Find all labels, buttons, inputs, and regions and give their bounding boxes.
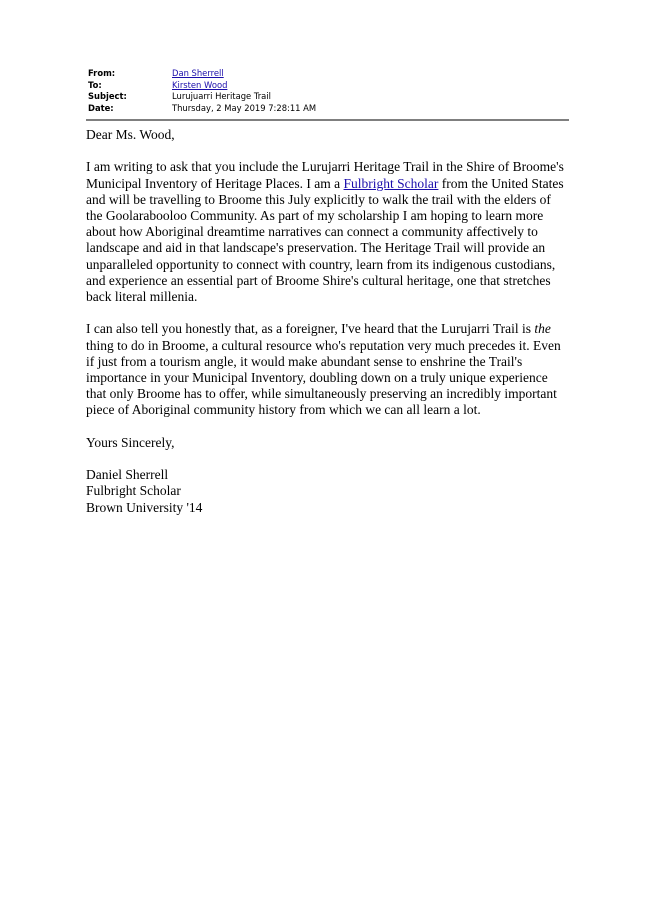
signature-title: Fulbright Scholar [86,483,181,499]
salutation: Dear Ms. Wood, [86,127,175,142]
paragraph-1 [86,159,566,305]
fulbright-scholar-link[interactable]: Fulbright Scholar [343,175,439,191]
from-link[interactable]: Dan Sherrell [172,68,224,78]
date-value: Thursday, 2 May 2019 7:28:11 AM [172,102,317,113]
paragraph-2 [86,321,566,418]
signature-affiliation: Brown University '14 [86,499,203,515]
paragraph-2-end: thing to do in Broome, a cultural resource who's reputation very much precedes it. Even if just from a tourism angle, it would make abundant sense to enshrine the Trail's importance in your Municipal Inventory, doubling down on a truly unique experience that only Broome has to offer, while simultaneously preserving an incredibly important piece of Aboriginal community history from which we can all learn a lot. [86,337,561,418]
email-header [88,68,568,114]
date-label: Date: [88,102,114,113]
to-row [88,80,568,92]
paragraph-1-start: I am writing to ask that you include the Lurujarri Heritage Trail in the Shire of Broome's Municipal Inventory of Heritage Places. I am a [86,159,564,191]
from-label: From: [88,68,116,78]
signature-block [86,467,566,516]
to-label: To: [88,79,102,90]
emphasis-the: the [534,321,551,337]
from-row [88,68,568,80]
letter-body [86,127,566,532]
subject-row [88,91,568,103]
subject-label: Subject: [88,91,127,101]
to-link[interactable]: Kirsten Wood [172,79,228,90]
paragraph-1-end: from the United States and will be travelling to Broome this July explicitly to walk the trail with the elders of the Goolarabooloo Community. As part of my scholarship I am hoping to learn more about how Aboriginal dreamtime narratives can connect a community affectively to landscape and aid in that landscape's preservation. The Heritage Trail will provide an unparalleled opportunity to connect with country, learn from its indigenous custodians, and experience an essential part of Broome Shire's cultural heritage, one that stretches back literal millenia. [86,175,564,305]
header-divider [86,119,569,121]
date-row [88,103,568,115]
closing: Yours Sincerely, [86,434,175,450]
signature-name: Daniel Sherrell [86,467,169,483]
paragraph-2-start: I can also tell you honestly that, as a foreigner, I've heard that the Lurujarri Trail is [86,321,535,337]
subject-value: Lurujuarri Heritage Trail [172,91,271,101]
